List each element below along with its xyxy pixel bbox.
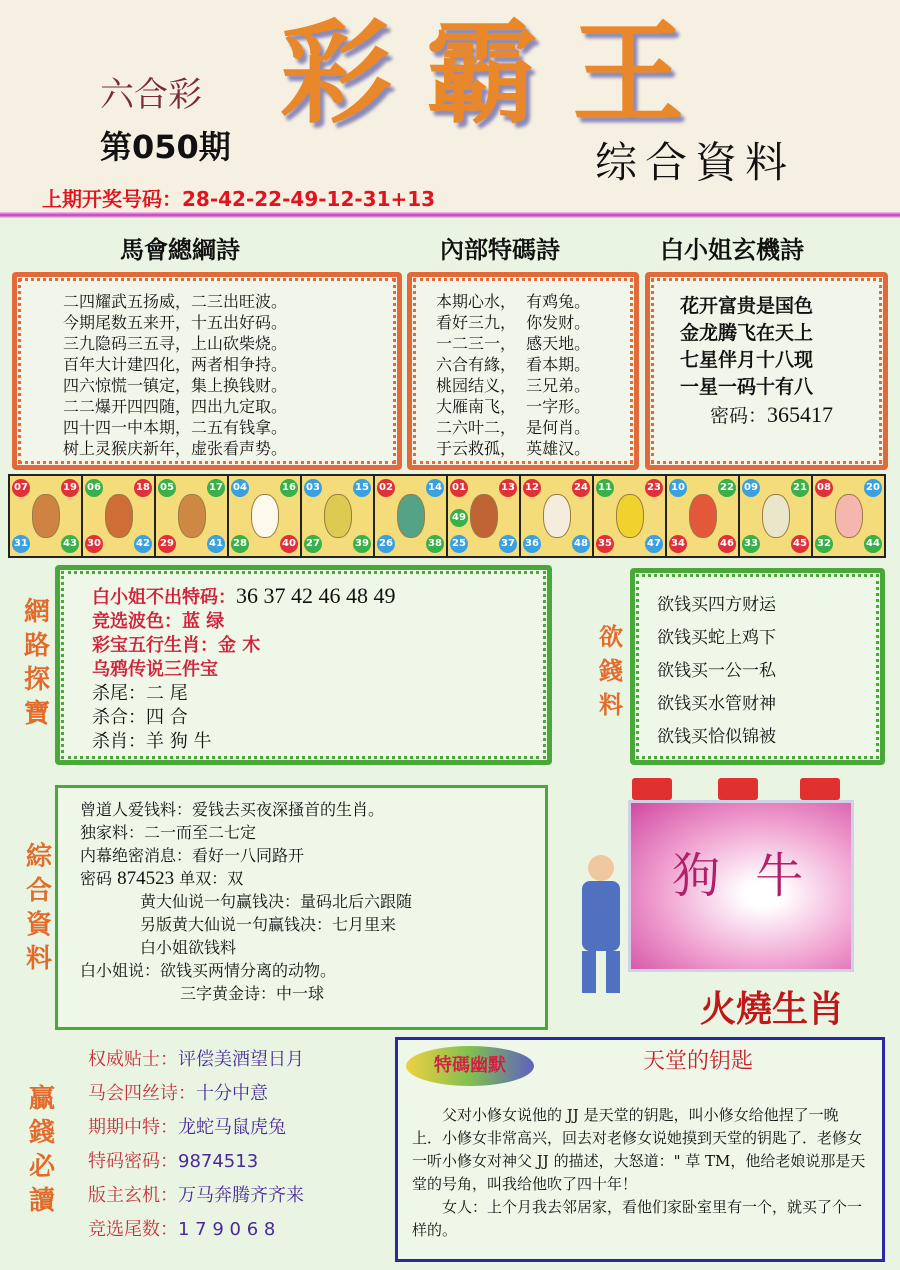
number-ball: 07 <box>12 479 30 497</box>
poem1-line: 四十四一中本期，二五有钱拿。 <box>63 418 288 437</box>
wanglu-line-3: 彩宝五行生肖：金 木 <box>92 635 261 656</box>
zodiac-cell-snake <box>375 476 446 556</box>
poem2-line: 本期心水， 有鸡兔。 <box>436 292 591 311</box>
joke-box <box>395 1037 885 1262</box>
divider <box>0 212 900 218</box>
poem3-line: 一星一码十有八 <box>680 376 814 398</box>
number-ball: 06 <box>85 479 103 497</box>
number-ball: 18 <box>134 479 152 497</box>
tip-row <box>88 1179 304 1213</box>
zodiac-cell-dragon <box>302 476 373 556</box>
poem3-line: 七星伴月十八现 <box>680 349 814 371</box>
tip-value: 1 7 9 0 6 8 <box>178 1219 276 1240</box>
board-caption: 火燒生肖 <box>700 988 845 1030</box>
number-ball: 48 <box>572 535 590 553</box>
poem2-title: 內部特碼詩 <box>440 235 560 264</box>
number-ball: 05 <box>158 479 176 497</box>
dragon-icon <box>324 494 352 538</box>
number-ball: 26 <box>377 535 395 553</box>
zodiac-cell-rooster <box>667 476 738 556</box>
number-ball: 45 <box>791 535 809 553</box>
tip-row <box>88 1043 304 1077</box>
previous-results <box>42 187 435 211</box>
lamp-icon <box>800 778 840 800</box>
joke-title: 天堂的钥匙 <box>643 1049 754 1074</box>
zonghe-line-1: 曾道人爱钱料：爱钱去买夜深搔首的生肖。 <box>80 800 385 819</box>
yuqian-item: 欲钱买恰似锦被 <box>657 727 776 747</box>
rooster-icon <box>689 494 717 538</box>
zodiac-cell-horse <box>448 476 519 556</box>
poem1-line: 树上灵猴庆新年，虚张看声势。 <box>63 439 288 458</box>
dog-icon <box>762 494 790 538</box>
poem1-line: 二二爆开四四随，四出九定取。 <box>63 397 288 416</box>
number-ball: 42 <box>134 535 152 553</box>
number-ball: 43 <box>61 535 79 553</box>
number-ball: 17 <box>207 479 225 497</box>
number-ball: 11 <box>596 479 614 497</box>
zodiac-cell-pig <box>813 476 884 556</box>
pig-icon <box>835 494 863 538</box>
poem1-box <box>12 272 402 470</box>
number-ball: 47 <box>645 535 663 553</box>
poem1-line: 今期尾数五来开，十五出好码。 <box>63 313 288 332</box>
wanglu-line-2: 竞选波色：蓝 绿 <box>92 611 225 632</box>
issue-number: 第050期 <box>100 128 231 166</box>
poem2-box <box>407 272 639 470</box>
number-ball: 34 <box>669 535 687 553</box>
tip-row <box>88 1213 304 1247</box>
number-ball: 20 <box>864 479 882 497</box>
monkey-icon <box>616 494 644 538</box>
number-ball: 02 <box>377 479 395 497</box>
poem3-lines <box>680 293 883 401</box>
number-ball: 39 <box>353 535 371 553</box>
poem2-line: 二六叶二， 是何肖。 <box>436 418 591 437</box>
poem3-line: 金龙腾飞在天上 <box>680 322 814 344</box>
zonghe-line-9: 三字黄金诗：中一球 <box>180 984 325 1003</box>
zonghe-line-6: 另版黄大仙说一句赢钱决：七月里来 <box>140 915 397 934</box>
zodiac-cell-rat <box>10 476 81 556</box>
tip-key: 期期中特： <box>88 1117 178 1138</box>
previous-label: 上期开奖号码： <box>42 187 182 211</box>
wanglu-line-4: 乌鸦传说三件宝 <box>92 659 218 680</box>
poem2-line: 于云救孤， 英雄汉。 <box>436 439 591 458</box>
number-ball: 22 <box>718 479 736 497</box>
poem2-line: 大雁南飞， 一字形。 <box>436 397 591 416</box>
tip-row <box>88 1111 304 1145</box>
no-special-label: 白小姐不出特码： <box>92 587 236 608</box>
number-ball: 29 <box>158 535 176 553</box>
tip-value: 十分中意 <box>196 1083 268 1104</box>
poem1-line: 三九隐码三五寻，上山砍柴烧。 <box>63 334 288 353</box>
yuqian-label: 欲錢料 <box>599 622 623 719</box>
number-ball: 40 <box>280 535 298 553</box>
tips-list <box>88 1043 304 1247</box>
yuqian-list <box>657 589 880 754</box>
code-value: 365417 <box>767 402 834 427</box>
zodiac-cell-tiger <box>156 476 227 556</box>
poem3-code <box>680 403 883 429</box>
number-ball: 16 <box>280 479 298 497</box>
zodiac-strip <box>8 474 886 558</box>
joke-paragraph-1: 父对小修女说他的 JJ 是天堂的钥匙，叫小修女给他捏了一晚上．小修女非常高兴，回去对老修女说她摸到天堂的钥匙了．老修女一听小修女对神父 JJ 的描述，大怒道：" 草 TM，他给老娘说那是天堂的号角，叫我给他吹了四十年！ <box>412 1106 866 1193</box>
zodiac-cell-rabbit <box>229 476 300 556</box>
wanglu-line-1 <box>92 584 547 610</box>
poem1-title: 馬會總綱詩 <box>120 235 240 264</box>
number-ball: 32 <box>815 535 833 553</box>
number-ball: 36 <box>523 535 541 553</box>
joke-paragraph-2: 女人：上个月我去邻居家，看他们家卧室里有一个，就买了个一样的。 <box>412 1198 863 1239</box>
joke-badge: 特碼幽默 <box>406 1046 534 1086</box>
code-label: 密码： <box>710 405 768 427</box>
tip-key: 权威贴士： <box>88 1049 178 1070</box>
tip-value: 9874513 <box>178 1151 259 1172</box>
snake-icon <box>397 494 425 538</box>
number-ball: 28 <box>231 535 249 553</box>
zonghe-line-8: 白小姐说：欲钱买两情分离的动物。 <box>80 961 337 980</box>
number-ball: 35 <box>596 535 614 553</box>
ox-icon <box>105 494 133 538</box>
zonghe-line-5: 黄大仙说一句赢钱决：量码北后六跟随 <box>140 892 413 911</box>
yuqian-box <box>630 568 885 765</box>
number-ball: 41 <box>207 535 225 553</box>
zonghe-line-2: 独家料：二一而至二七定 <box>80 823 257 842</box>
poem1-lines <box>63 291 397 459</box>
number-ball: 21 <box>791 479 809 497</box>
poem3-line: 花开富贵是国色 <box>680 295 814 317</box>
board-text: 狗 牛 <box>672 848 814 904</box>
poem1-line: 二四耀武五扬威，二三出旺波。 <box>63 292 288 311</box>
wanglu-line-7: 杀肖：羊 狗 牛 <box>92 731 212 752</box>
rat-icon <box>32 494 60 538</box>
yuqian-item: 欲钱买四方财运 <box>657 595 776 615</box>
lamp-icon <box>718 778 758 800</box>
poem3-title: 白小姐玄機詩 <box>660 235 804 264</box>
poem1-line: 百年大计建四化，两者相争持。 <box>63 355 288 374</box>
yuqian-item: 欲钱买一公一私 <box>657 661 776 681</box>
yuqian-item: 欲钱买蛇上鸡下 <box>657 628 776 648</box>
zonghe-line-4 <box>80 867 545 890</box>
zodiac-cell-goat <box>521 476 592 556</box>
tip-value: 评偿美酒望日月 <box>178 1049 304 1070</box>
number-ball: 14 <box>426 479 444 497</box>
painter-figure-icon <box>572 855 632 995</box>
zodiac-cell-dog <box>740 476 811 556</box>
zodiac-cell-ox <box>83 476 154 556</box>
horse-icon <box>470 494 498 538</box>
goat-icon <box>543 494 571 538</box>
poem2-line: 桃园结义， 三兄弟。 <box>436 376 591 395</box>
number-ball: 13 <box>499 479 517 497</box>
code-label: 密码 <box>80 869 113 888</box>
tip-key: 马会四丝诗： <box>88 1083 196 1104</box>
poem1-line: 四六惊慌一镇定，集上换钱财。 <box>63 376 288 395</box>
number-ball: 49 <box>450 509 468 527</box>
number-ball: 15 <box>353 479 371 497</box>
number-ball: 38 <box>426 535 444 553</box>
poem2-line: 一二三一， 感天地。 <box>436 334 591 353</box>
poem2-line: 看好三九， 你发财。 <box>436 313 591 332</box>
number-ball: 10 <box>669 479 687 497</box>
number-ball: 46 <box>718 535 736 553</box>
number-ball: 23 <box>645 479 663 497</box>
wanglu-box <box>55 565 552 765</box>
previous-numbers: 28-42-22-49-12-31+13 <box>182 187 436 211</box>
number-ball: 25 <box>450 535 468 553</box>
zonghe-line-7: 白小姐欲钱料 <box>140 938 237 957</box>
number-ball: 08 <box>815 479 833 497</box>
poem2-line: 六合有緣， 看本期。 <box>436 355 591 374</box>
number-ball: 37 <box>499 535 517 553</box>
tip-row <box>88 1077 304 1111</box>
number-ball: 03 <box>304 479 322 497</box>
rabbit-icon <box>251 494 279 538</box>
number-ball: 04 <box>231 479 249 497</box>
number-ball: 24 <box>572 479 590 497</box>
logo-title: 彩霸王 <box>280 8 718 139</box>
zodiac-cell-monkey <box>594 476 665 556</box>
lottery-name: 六合彩 <box>100 75 202 115</box>
tip-value: 龙蛇马鼠虎兔 <box>178 1117 286 1138</box>
number-ball: 27 <box>304 535 322 553</box>
number-ball: 33 <box>742 535 760 553</box>
tip-key: 竞选尾数： <box>88 1219 178 1240</box>
zonghe-line-3: 内幕绝密消息：看好一八同路开 <box>80 846 305 865</box>
painter-illustration <box>628 778 854 978</box>
number-ball: 12 <box>523 479 541 497</box>
tips-label: 贏錢必讀 <box>28 1084 55 1216</box>
number-ball: 44 <box>864 535 882 553</box>
wanglu-label: 網路探寶 <box>23 597 50 729</box>
tip-key: 版主玄机： <box>88 1185 178 1206</box>
poem2-lines <box>436 291 634 459</box>
number-ball: 01 <box>450 479 468 497</box>
yuqian-item: 欲钱买水管财神 <box>657 694 776 714</box>
tip-row <box>88 1145 304 1179</box>
lamp-icon <box>632 778 672 800</box>
no-special-numbers: 36 37 42 46 48 49 <box>236 583 396 608</box>
subtitle: 综合資料 <box>595 138 796 187</box>
tip-value: 万马奔腾齐齐来 <box>178 1185 304 1206</box>
code-value: 874523 <box>117 868 175 889</box>
tiger-icon <box>178 494 206 538</box>
odd-even: 单双：双 <box>179 869 244 888</box>
number-ball: 30 <box>85 535 103 553</box>
number-ball: 31 <box>12 535 30 553</box>
poem3-box <box>645 272 888 470</box>
wanglu-line-5: 杀尾：二 尾 <box>92 683 188 704</box>
number-ball: 09 <box>742 479 760 497</box>
zonghe-label: 綜合資料 <box>25 842 52 974</box>
tip-key: 特码密码： <box>88 1151 178 1172</box>
wanglu-line-6: 杀合：四 合 <box>92 707 188 728</box>
zonghe-box <box>55 785 548 1030</box>
number-ball: 19 <box>61 479 79 497</box>
